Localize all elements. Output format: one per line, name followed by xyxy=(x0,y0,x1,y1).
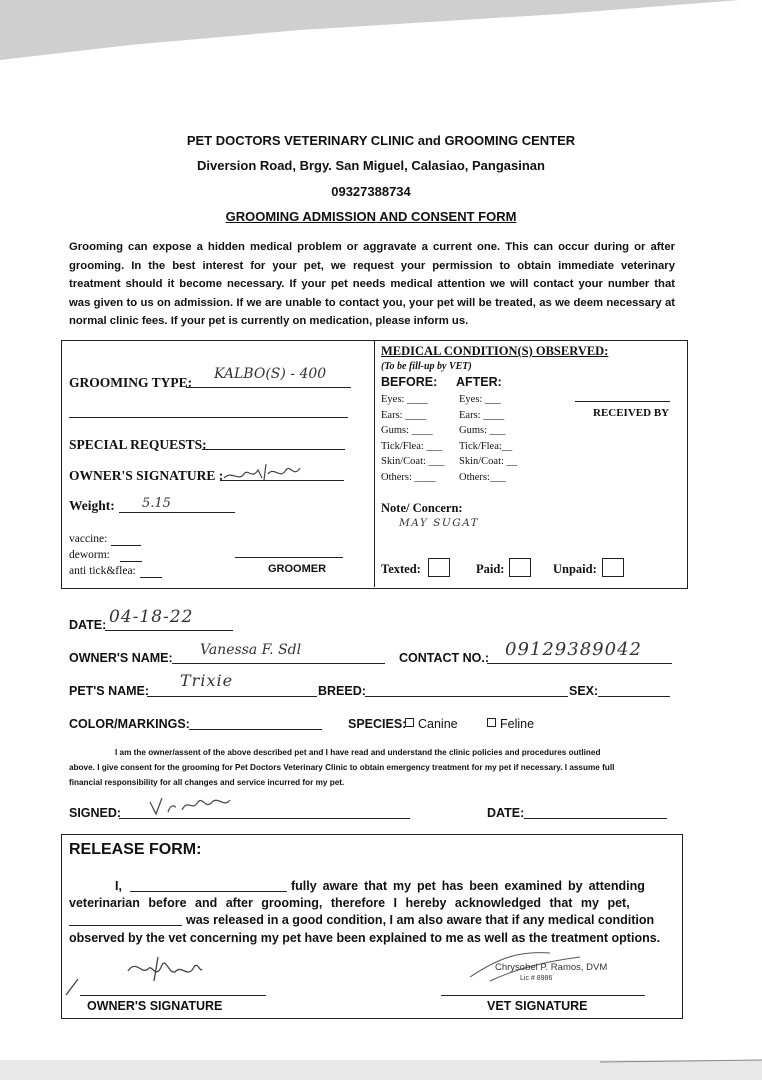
pet-name-label: PET'S NAME: xyxy=(69,684,150,698)
antitick-label: anti tick&flea: xyxy=(69,565,136,577)
intro-paragraph xyxy=(69,238,675,331)
pet-name-value[interactable]: Trixie xyxy=(180,671,234,690)
consent-date-line[interactable] xyxy=(524,818,667,819)
color-markings-line[interactable] xyxy=(189,729,322,730)
clinic-address: Diversion Road, Brgy. San Miguel, Calasiao, Pangasinan xyxy=(197,158,545,173)
sex-line[interactable] xyxy=(598,696,670,697)
signed-label: SIGNED: xyxy=(69,806,122,820)
date-label: DATE: xyxy=(69,618,107,632)
owner-signature-image xyxy=(222,460,304,486)
special-requests-line[interactable] xyxy=(202,449,345,450)
date-line xyxy=(105,630,233,631)
before-item: Others: ____ xyxy=(381,471,436,483)
after-item: Gums: ___ xyxy=(459,425,506,436)
release-line-3: was released in a good condition, I am also aware that if any medical condition xyxy=(186,913,655,927)
texted-checkbox[interactable] xyxy=(428,558,450,577)
consent-date-label: DATE: xyxy=(487,806,525,820)
release-line-2: veterinarian before and after grooming, therefore I hereby acknowledged that my pet, xyxy=(69,896,630,910)
before-list xyxy=(381,392,444,485)
groomer-line[interactable] xyxy=(235,557,343,558)
canine-label: Canine xyxy=(418,717,458,731)
after-item: Others:___ xyxy=(459,471,506,483)
breed-line[interactable] xyxy=(365,696,568,697)
release-title: RELEASE FORM: xyxy=(69,841,202,858)
vet-stamp-license: Lic # 8986 xyxy=(520,975,553,982)
texted-label: Texted: xyxy=(381,562,421,576)
release-owner-signature-image xyxy=(62,955,212,997)
note-value[interactable]: MAY SUGAT xyxy=(399,517,480,529)
owner-signature-label: OWNER'S SIGNATURE : xyxy=(69,468,224,483)
vet-signature-label: VET SIGNATURE xyxy=(487,999,588,1013)
vet-stamp-name: Chrysobel P. Ramos, DVM xyxy=(495,962,608,973)
grooming-type-line xyxy=(186,387,351,388)
intro-line-2: grooming. In the best interest for your pet, we request your permission to obtain immediate veterinary xyxy=(69,259,675,272)
antitick-line[interactable] xyxy=(140,577,162,578)
release-line-1: fully aware that my pet has been examined by attending xyxy=(291,879,645,893)
consent-line-2: above. I give consent for the grooming for Pet Doctors Veterinary Clinic to obtain emergency treatment for my pet if necessary. I assume full xyxy=(69,763,615,772)
owner-name-line xyxy=(172,663,385,664)
release-i-label: I, xyxy=(115,879,122,893)
date-value[interactable]: 04-18-22 xyxy=(109,607,194,627)
release-owner-signature-label: OWNER'S SIGNATURE xyxy=(87,999,223,1013)
pet-name-line xyxy=(147,696,317,697)
before-label: BEFORE: xyxy=(381,375,438,389)
release-owner-signature-line[interactable] xyxy=(80,995,266,996)
before-item: Gums: ____ xyxy=(381,425,433,436)
release-name-line[interactable] xyxy=(130,891,287,892)
clinic-name: PET DOCTORS VETERINARY CLINIC and GROOMING CENTER xyxy=(186,133,576,148)
before-item: Tick/Flea: ___ xyxy=(381,440,443,452)
vet-signature-line[interactable] xyxy=(441,995,645,996)
received-by-line[interactable] xyxy=(575,401,670,402)
feline-label: Feline xyxy=(500,717,535,731)
breed-label: BREED: xyxy=(318,684,366,698)
deworm-line[interactable] xyxy=(120,561,142,562)
signed-line[interactable] xyxy=(119,818,410,819)
weight-value[interactable]: 5.15 xyxy=(142,496,171,511)
weight-label: Weight: xyxy=(69,498,115,513)
contact-line xyxy=(487,663,672,664)
intro-line-5: normal clinic fees. If your pet is currently on medication, please inform us. xyxy=(69,315,469,328)
clinic-phone: 09327388734 xyxy=(331,184,411,199)
grooming-type-line-2 xyxy=(69,417,348,418)
before-item: Skin/Coat: ___ xyxy=(381,456,445,467)
owner-name-value[interactable]: Vanessa F. Sdl xyxy=(200,642,302,658)
color-markings-label: COLOR/MARKINGS: xyxy=(69,717,190,731)
after-item: Tick/Flea:__ xyxy=(459,440,513,452)
vaccine-label: vaccine: xyxy=(69,533,108,545)
owner-name-label: OWNER'S NAME: xyxy=(69,651,173,665)
consent-line-3: financial responsibility for all changes and service incurred for my pet. xyxy=(69,778,345,787)
before-item: Ears: ____ xyxy=(381,409,427,421)
grooming-type-label: GROOMING TYPE: xyxy=(69,375,193,390)
groomer-label: GROOMER xyxy=(268,563,327,575)
intro-line-4: was given to us on admission. If we are unable to contact you, your pet will be treated, as we deem necessary at xyxy=(69,296,675,309)
note-label: Note/ Concern: xyxy=(381,501,463,515)
consent-line-1: I am the owner/assent of the above described pet and I have read and understand the clinic policies and procedures outlined xyxy=(115,748,601,757)
after-item: Skin/Coat: __ xyxy=(459,456,518,467)
received-by-label: RECEIVED BY xyxy=(593,407,670,419)
feline-checkbox[interactable] xyxy=(487,718,496,727)
paid-label: Paid: xyxy=(476,562,505,576)
sex-label: SEX: xyxy=(569,684,599,698)
canine-checkbox[interactable] xyxy=(405,718,414,727)
unpaid-checkbox[interactable] xyxy=(602,558,624,577)
form-title: GROOMING ADMISSION AND CONSENT FORM xyxy=(225,209,517,224)
signed-signature-image xyxy=(148,794,234,818)
paid-checkbox[interactable] xyxy=(509,558,531,577)
grooming-type-value[interactable]: KALBO(S) - 400 xyxy=(214,366,327,382)
vaccine-line[interactable] xyxy=(111,545,141,546)
unpaid-label: Unpaid: xyxy=(553,562,597,576)
after-label: AFTER: xyxy=(456,375,502,389)
after-item: Ears: ____ xyxy=(459,409,505,421)
release-pet-line[interactable] xyxy=(69,925,182,926)
special-requests-label: SPECIAL REQUESTS: xyxy=(69,437,207,452)
release-line-4: observed by the vet concerning my pet have been explained to me as well as the treatment options. xyxy=(69,931,661,945)
before-item: Eyes: ____ xyxy=(381,394,428,405)
medical-subtitle: (To be fill-up by VET) xyxy=(381,361,472,372)
medical-title: MEDICAL CONDITION(S) OBSERVED: xyxy=(381,344,609,358)
contact-label: CONTACT NO.: xyxy=(399,651,490,665)
box-divider xyxy=(374,341,375,587)
weight-line xyxy=(119,512,235,513)
intro-line-1: Grooming can expose a hidden medical problem or aggravate a current one. This can occur during or after xyxy=(69,241,675,253)
species-label: SPECIES: xyxy=(348,717,407,731)
species-feline-option[interactable] xyxy=(487,717,534,731)
after-list xyxy=(459,392,517,485)
species-canine-option[interactable] xyxy=(405,717,458,731)
contact-value[interactable]: 09129389042 xyxy=(505,639,642,660)
after-item: Eyes: ___ xyxy=(459,394,501,405)
deworm-label: deworm: xyxy=(69,549,110,561)
intro-line-3: treatment should it become necessary. If your pet needs medical attention we will contact your number that xyxy=(69,278,675,291)
